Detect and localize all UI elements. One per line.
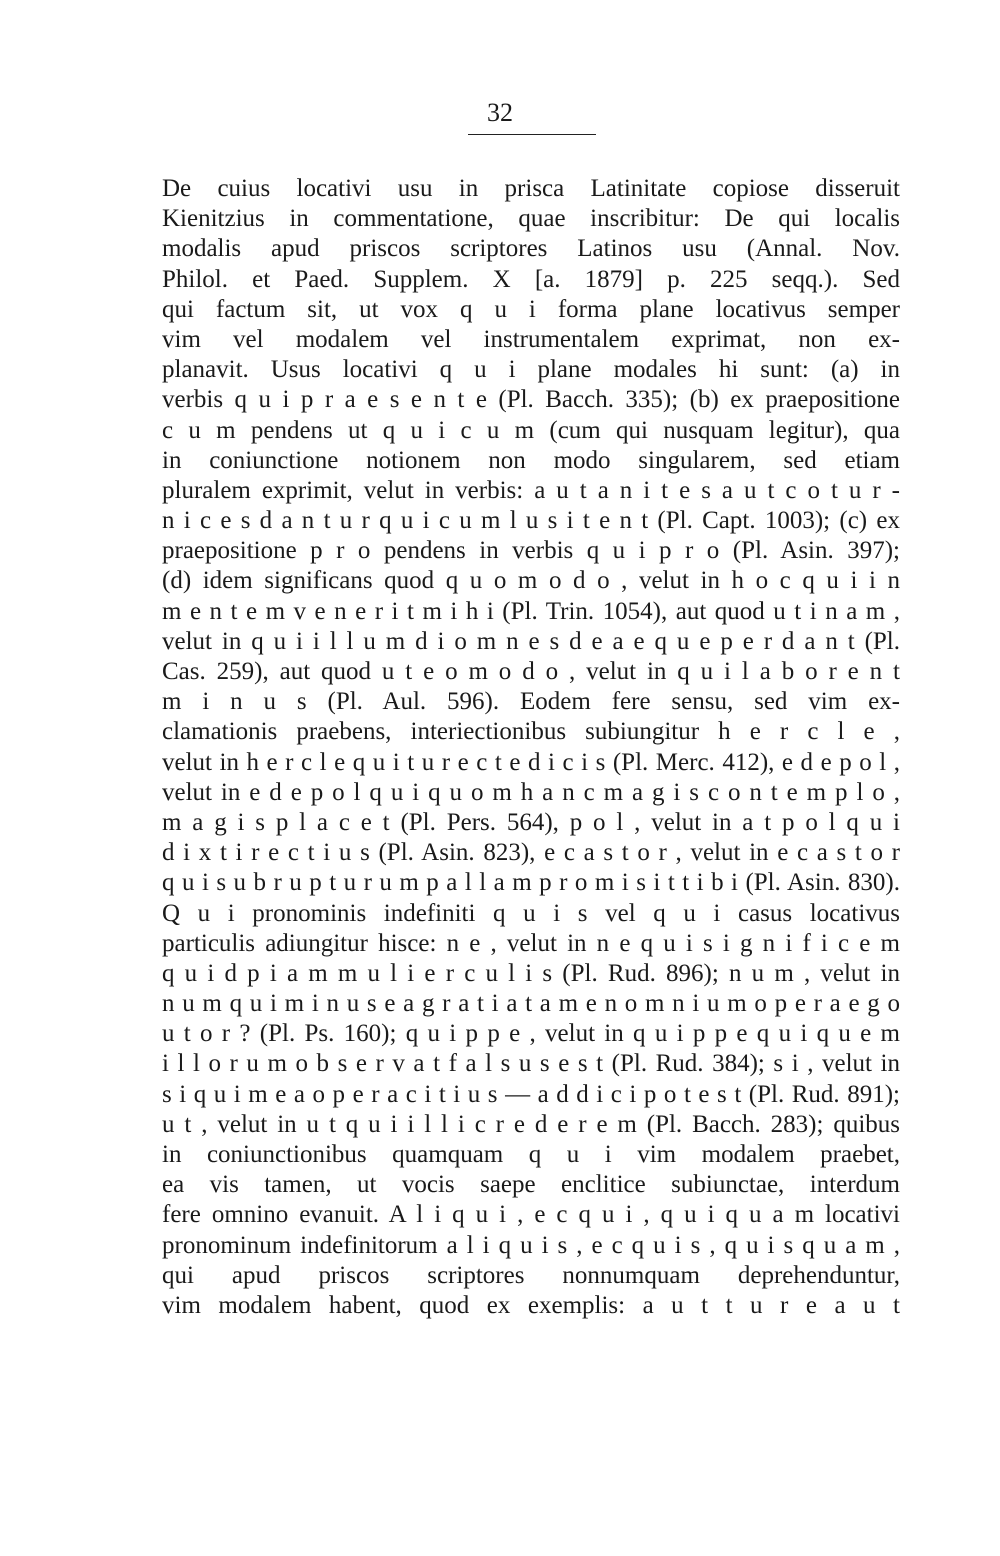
text-line: modalis apud priscos scriptores Latinos usu (Annal. Nov.: [162, 235, 900, 263]
page-number-rule: [468, 134, 596, 135]
text-line: d i x t i r e c t i u s (Pl. Asin. 823), e c a s t o r , velut in e c a s t o r: [162, 839, 900, 867]
text-line: m i n u s (Pl. Aul. 596). Eodem fere sensu, sed vim ex-: [162, 688, 900, 716]
text-line: u t o r ? (Pl. Ps. 160); q u i p p e , velut in q u i p p e q u i q u e m: [162, 1020, 900, 1048]
text-line: u t , velut in u t q u i i l l i c r e d e r e m (Pl. Bacch. 283); quibus: [162, 1110, 900, 1138]
text-line: n u m q u i m i n u s e a g r a t i a t a m e n o m n i u m o p e r a e g o: [162, 990, 900, 1018]
text-line: n i c e s d a n t u r q u i c u m l u s i t e n t (Pl. Capt. 1003); (c) ex: [162, 507, 900, 535]
text-line: pluralem exprimit, velut in verbis: a u t a n i t e s a u t c o t u r -: [162, 476, 900, 504]
body-text: [162, 174, 900, 1321]
text-line: praepositione p r o pendens in verbis q u i p r o (Pl. Asin. 397);: [162, 537, 900, 565]
text-line: planavit. Usus locativi q u i plane modales hi sunt: (a) in: [162, 356, 900, 384]
text-line: qui apud priscos scriptores nonnumquam deprehenduntur,: [162, 1261, 900, 1289]
text-line: verbis q u i p r a e s e n t e (Pl. Bacch. 335); (b) ex praepositione: [162, 386, 900, 414]
text-line: fere omnino evanuit. A l i q u i , e c q u i , q u i q u a m locativi: [162, 1201, 900, 1229]
text-line: s i q u i m e a o p e r a c i t i u s — a d d i c i p o t e s t (Pl. Rud. 891);: [162, 1080, 900, 1108]
text-line: m a g i s p l a c e t (Pl. Pers. 564), p o l , velut in a t p o l q u i: [162, 808, 900, 836]
text-line: q u i d p i a m m u l i e r c u l i s (Pl. Rud. 896); n u m , velut in: [162, 959, 900, 987]
text-line: Q u i pronominis indefiniti q u i s vel q u i casus locativus: [162, 899, 900, 927]
text-line: ea vis tamen, ut vocis saepe enclitice subiunctae, interdum: [162, 1171, 900, 1199]
text-line: particulis adiungitur hisce: n e , velut in n e q u i s i g n i f i c e m: [162, 929, 900, 957]
text-line: De cuius locativi usu in prisca Latinitate copiose disseruit: [162, 175, 900, 202]
text-line: Cas. 259), aut quod u t e o m o d o , velut in q u i l a b o r e n t: [162, 658, 900, 685]
text-line: clamationis praebens, interiectionibus subiungitur h e r c l e ,: [162, 718, 900, 746]
text-line: vim vel modalem vel instrumentalem exprimat, non ex-: [162, 325, 900, 353]
text-line: q u i s u b r u p t u r u m p a l l a m p r o m i s i t t i b i (Pl. Asin. 830).: [162, 869, 900, 897]
text-line: m e n t e m v e n e r i t m i h i (Pl. Trin. 1054), aut quod u t i n a m ,: [162, 597, 900, 625]
text-line: qui factum sit, ut vox q u i forma plane locativus semper: [162, 295, 900, 323]
text-line: Kienitzius in commentatione, quae inscribitur: De qui localis: [162, 205, 900, 233]
text-line: pronominum indefinitorum a l i q u i s , e c q u i s , q u i s q u a m ,: [162, 1231, 900, 1259]
text-line: (d) idem significans quod q u o m o d o , velut in h o c q u i i n: [162, 567, 900, 595]
text-line: in coniunctione notionem non modo singularem, sed etiam: [162, 446, 900, 474]
text-line: velut in h e r c l e q u i t u r e c t e d i c i s (Pl. Merc. 412), e d e p o l ,: [162, 748, 900, 776]
text-line: velut in q u i i l l u m d i o m n e s d e a e q u e p e r d a n t (Pl.: [162, 627, 900, 655]
text-line: i l l o r u m o b s e r v a t f a l s u s e s t (Pl. Rud. 384); s i , velut in: [162, 1050, 900, 1078]
text-line: in coniunctionibus quamquam q u i vim modalem praebet,: [162, 1141, 900, 1168]
text-line: c u m pendens ut q u i c u m (cum qui nusquam legitur), qua: [162, 416, 900, 444]
text-line: velut in e d e p o l q u i q u o m h a n c m a g i s c o n t e m p l o ,: [162, 778, 900, 806]
page-number: 32: [487, 98, 513, 127]
text-line: vim modalem habent, quod ex exemplis: a u t t u r e a u t: [162, 1291, 900, 1319]
text-line: Philol. et Paed. Supplem. X [a. 1879] p. 225 seqq.). Sed: [162, 265, 900, 293]
